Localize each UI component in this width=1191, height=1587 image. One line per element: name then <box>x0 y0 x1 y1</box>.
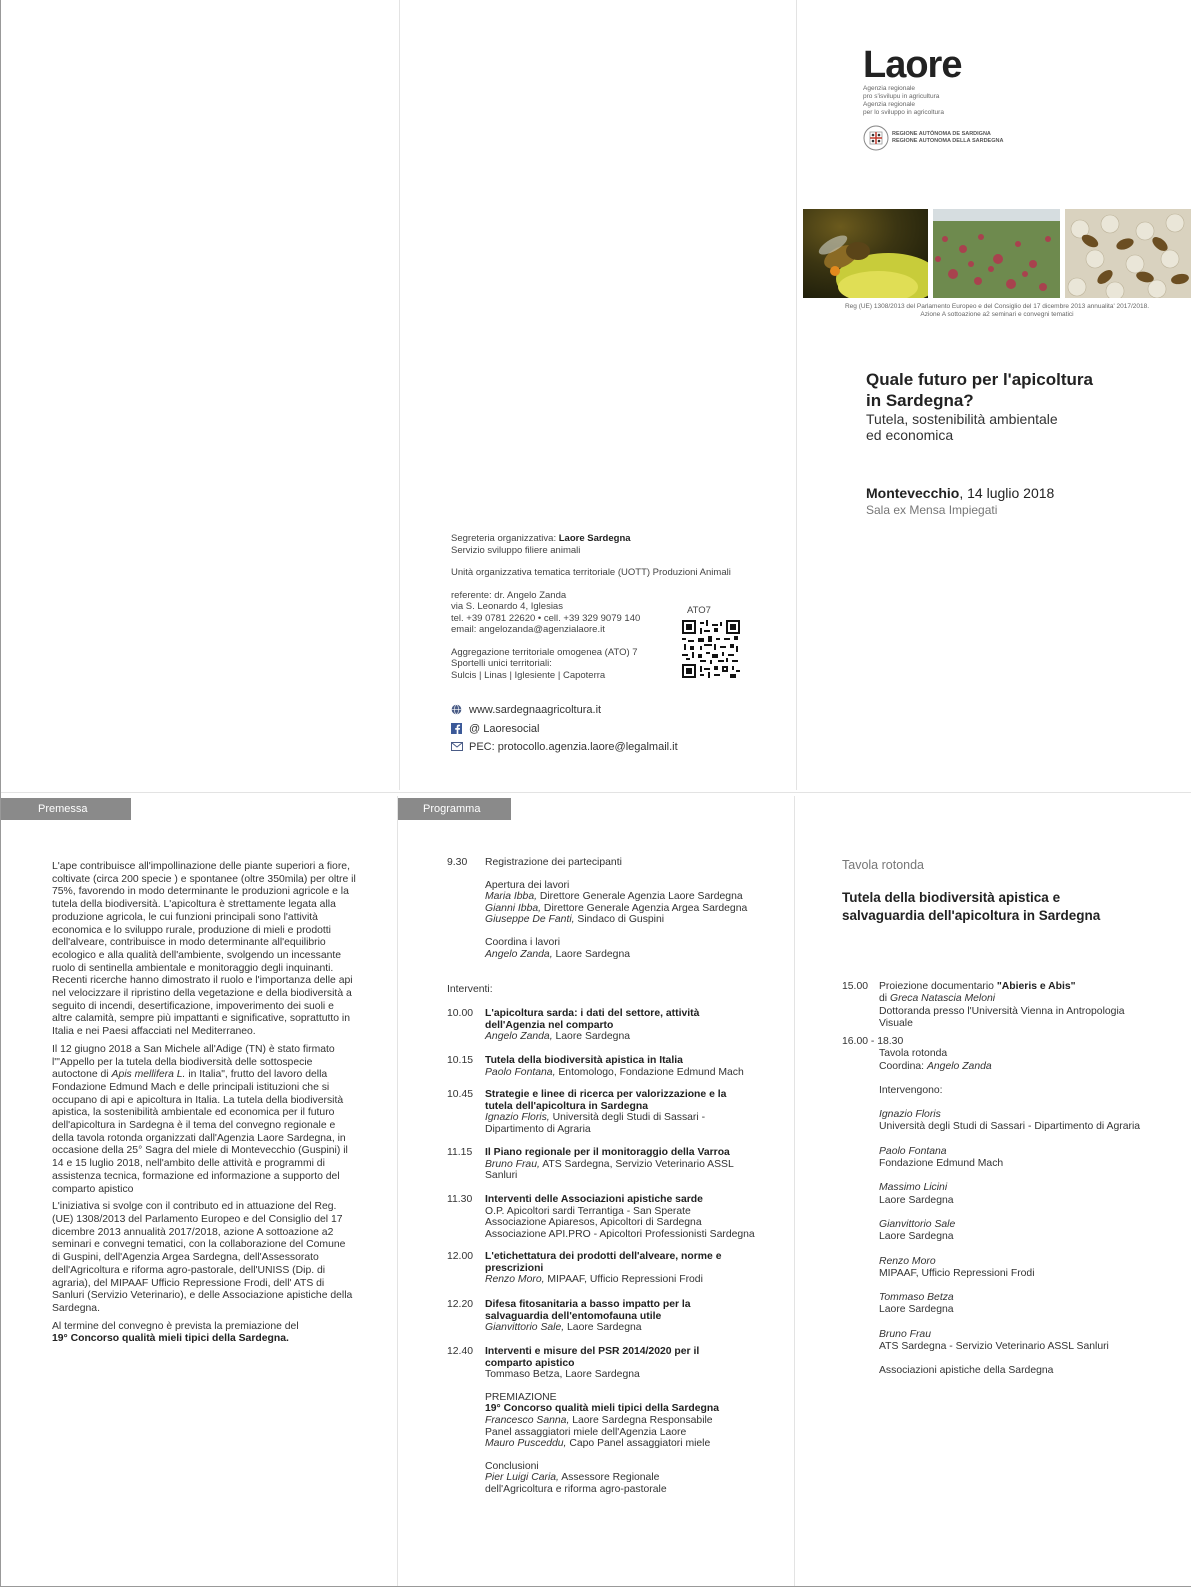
program-body <box>485 1346 725 1496</box>
logo-wordmark: Laore <box>863 44 962 86</box>
speaker-name: Francesco Sanna, <box>485 1414 570 1426</box>
email[interactable]: email: angelozanda@agenzialaore.it <box>451 624 605 635</box>
region-logo <box>863 125 1003 151</box>
speaker-role: Direttore Generale Agenzia Argea Sardegna <box>541 902 748 914</box>
speaker-role: Laore Sardegna Responsabile Panel assaggiatori miele dell'Agenzia Laore <box>485 1414 713 1438</box>
fold-line <box>397 796 398 1587</box>
program-title: Difesa fitosanitaria a basso impatto per la salvaguardia dell'entomofauna utile <box>485 1299 691 1322</box>
tagline-line: per lo sviluppo in agricoltura <box>863 109 944 116</box>
program-time: 10.45 <box>447 1089 474 1100</box>
fold-line <box>796 0 797 790</box>
secretariat-label: Segreteria organizzativa: <box>451 533 559 544</box>
program-row <box>842 981 1172 1031</box>
speaker-name: Ignazio Floris <box>879 1109 941 1121</box>
speaker <box>879 1109 1172 1134</box>
speaker-name: Gianni Ibba, <box>485 902 542 914</box>
paragraph <box>52 1044 356 1196</box>
fold-line <box>399 0 400 790</box>
program-time: 11.30 <box>447 1194 473 1205</box>
program-title: Tavola rotonda <box>879 1048 948 1060</box>
bees-hive-photo <box>1065 209 1191 298</box>
programma-tab: Programma <box>398 798 511 820</box>
speaker <box>879 1329 1172 1354</box>
program-time: 15.00 <box>842 981 869 992</box>
program-subhead: Apertura dei lavori <box>485 879 570 891</box>
event-date: , 14 luglio 2018 <box>959 485 1055 501</box>
speaker-name: Massimo Licini <box>879 1182 948 1194</box>
speaker-name: Giuseppe De Fanti, <box>485 914 575 926</box>
speaker-name: Pier Luigi Caria, <box>485 1472 559 1484</box>
cover-title: in Sardegna? <box>866 391 974 410</box>
speaker-role: Laore Sardegna <box>879 1231 954 1243</box>
program-time: 11.15 <box>447 1147 473 1158</box>
tagline-line: Agenzia regionale <box>863 101 916 108</box>
region-name: REGIONE AUTÒNOMA DE SARDIGNA <box>892 131 991 137</box>
page-edge <box>0 0 1 1587</box>
speaker-name: Maria Ibba, <box>485 891 537 903</box>
program-title: Strategie e linee di ricerca per valorizzazione e la tutela dell'apicoltura in Sardegna <box>485 1089 727 1112</box>
tavola-title <box>842 889 1162 925</box>
documentary-title: "Abieris e Abis" <box>996 981 1076 992</box>
speaker-role: MIPAAF, Ufficio Repressioni Frodi <box>879 1267 1035 1279</box>
website-link[interactable]: www.sardegnaagricoltura.it <box>469 704 602 716</box>
address: via S. Leonardo 4, Iglesias <box>451 601 563 612</box>
program-title: Il Piano regionale per il monitoraggio della Varroa <box>485 1147 730 1158</box>
speaker-role: Laore Sardegna <box>879 1304 954 1316</box>
premiazione-label: PREMIAZIONE <box>485 1391 557 1403</box>
speaker-name: Angelo Zanda, <box>485 948 553 960</box>
cover-title-block <box>866 369 1176 443</box>
paragraph-part: in Italia", frutto del lavoro della Fondazione Edmund Mach e delle principali istituzioni che si occupano di api e apicoltura in Italia. La tutela della biodiversità apistica, la sostenibilità ambientale ed economica per il futuro dell'apicoltura in Sardegna è il tema del convegno regionale e della tavola rotonda organizzati dall'Agenzia Laore Sardegna, in occasione della 25° Sagra del miele di Montevecchio (Guspini) il 14 e 15 luglio 2018, nell'ambito delle attività e programmi di assistenza tecnica, formazione ed informazione a supporto del comparto apistico <box>52 1069 348 1195</box>
program-body <box>485 1251 735 1286</box>
program-body <box>485 1194 785 1240</box>
secretariat-name: Laore Sardegna <box>558 533 631 544</box>
program-body <box>485 857 785 960</box>
speaker-line <box>485 903 785 915</box>
program-body <box>485 1147 735 1182</box>
tavola-program <box>842 981 1172 1378</box>
region-name: REGIONE AUTONOMA DELLA SARDEGNA <box>892 138 1004 144</box>
coord-label: Coordina: <box>879 1060 927 1072</box>
program-time: 10.15 <box>447 1055 474 1066</box>
program-row <box>842 1036 1172 1378</box>
region-crest-icon <box>863 125 889 151</box>
event-info <box>866 485 1176 517</box>
paragraph: L'iniziativa si svolge con il contributo ed in attuazione del Reg. (UE) 1308/2013 del Parlamento Europeo e del Consiglio del 17 dicembre 2013 annualità 2017/2018, azione A sottoazione a2 seminari e convegni tematici, con la collaborazione del Comune di Guspini, dell'Agenzia Argea Sardegna, dell'Assessorato dell'Agricoltura e riforma agro-pastorale, dell'UNISS (Dip. di agraria), del MIPAAF Ufficio Repressione Frodi, dell' ATS di Sanluri (Servizio Veterinario), e delle Associazione apistiche della Sardegna. <box>52 1201 353 1314</box>
program-body <box>485 1089 735 1135</box>
field-photo <box>933 209 1060 298</box>
program-time: 9.30 <box>447 857 468 868</box>
speaker-name: Gianvittorio Sale <box>879 1218 956 1230</box>
program-body <box>485 1055 785 1078</box>
phone: tel. +39 0781 22620 • cell. +39 329 9079 140 <box>451 612 641 624</box>
speaker-name: Bruno Frau, <box>485 1158 540 1170</box>
program-title: L'apicoltura sarda: i dati del settore, attività dell'Agenzia nel comparto <box>485 1008 700 1031</box>
laore-logo <box>863 44 1003 151</box>
speaker-role: Laore Sardegna <box>552 948 631 960</box>
speaker-role: Università degli Studi di Sassari - Dipartimento di Agraria <box>485 1112 706 1135</box>
speaker <box>879 1146 1172 1171</box>
speaker-role: MIPAAF, Ufficio Repressioni Frodi <box>544 1274 703 1286</box>
fold-line <box>0 792 1191 793</box>
intervengono-label: Intervengono: <box>879 1084 943 1096</box>
fold-line <box>794 796 795 1587</box>
program-body <box>842 1048 1172 1377</box>
speaker-name: Paolo Fontana <box>879 1145 947 1157</box>
premiazione-title: 19° Concorso qualità mieli tipici della Sardegna <box>485 1403 719 1415</box>
globe-icon <box>451 704 462 715</box>
speaker-name: Renzo Moro, <box>485 1274 545 1286</box>
sportelli-label: Sportelli unici territoriali: <box>451 658 552 669</box>
speaker-name: Ignazio Floris, <box>485 1112 550 1124</box>
speaker-name: Gianvittorio Sale, <box>485 1322 565 1334</box>
speaker <box>879 1292 1172 1317</box>
event-date-line <box>866 485 1176 501</box>
sportelli-places: Sulcis | Linas | Iglesiente | Capoterra <box>451 669 606 681</box>
program-body <box>879 981 1149 1030</box>
bee-flower-photo <box>803 209 928 298</box>
program-title: Tutela della biodiversità apistica in Italia <box>485 1055 683 1066</box>
program-time: 10.00 <box>447 1008 474 1019</box>
event-place: Montevecchio <box>866 485 960 501</box>
tavola-title-line: salvaguardia dell'apicoltura in Sardegna <box>842 908 1101 923</box>
speaker-line <box>485 914 785 926</box>
logo-tagline <box>863 85 1003 117</box>
speaker <box>879 1182 1172 1207</box>
event-venue: Sala ex Mensa Impiegati <box>866 503 998 517</box>
pec-link[interactable]: PEC: protocollo.agenzia.laore@legalmail.it <box>469 741 678 753</box>
associations-line: Associazioni apistiche della Sardegna <box>879 1365 1054 1377</box>
caption-line: Azione A sottoazione a2 seminari e convegni tematici <box>920 311 1074 318</box>
speaker-role: Dottoranda presso l'Università Vienna in Antropologia Visuale <box>879 1005 1125 1029</box>
program-body <box>485 1008 715 1043</box>
speaker-name: Mauro Pusceddu, <box>485 1438 567 1450</box>
ato: Aggregazione territoriale omogenea (ATO) 7 <box>451 646 638 658</box>
speaker-role: Entomologo, Fondazione Edmund Mach <box>555 1066 744 1078</box>
program-title: Interventi e misure del PSR 2014/2020 per il comparto apistico <box>485 1346 700 1369</box>
mail-icon <box>451 742 463 751</box>
speaker-role: Direttore Generale Agenzia Laore Sardegna <box>536 891 743 903</box>
program-title: Proiezione documentario <box>879 981 997 992</box>
speaker-name: Greca Natascia Meloni <box>889 993 996 1005</box>
tavola-title-line: Tutela della biodiversità apistica e <box>842 890 1061 905</box>
speaker-name: Angelo Zanda, <box>485 1031 553 1043</box>
speaker <box>879 1256 1172 1281</box>
species-name: Apis mellifera L. <box>111 1069 186 1081</box>
speaker-name: Bruno Frau <box>879 1328 931 1340</box>
program-time: 12.00 <box>447 1251 474 1262</box>
cover-title: Quale futuro per l'apicoltura <box>866 370 1093 389</box>
web-row[interactable] <box>451 704 601 716</box>
qr-code-icon[interactable] <box>682 620 740 678</box>
speaker-name: Tommaso Betza <box>879 1292 954 1304</box>
interventi-label: Interventi: <box>447 984 493 995</box>
speaker-role: Capo Panel assaggiatori miele <box>566 1438 711 1450</box>
speaker-role: Tommaso Betza, Laore Sardegna <box>485 1369 640 1381</box>
social-row[interactable] <box>451 723 539 735</box>
photo-caption <box>803 303 1191 319</box>
program-title: Registrazione dei partecipanti <box>485 857 622 868</box>
paragraph-part: Il 12 giugno 2018 a San Michele all'Adige (TN) è stato firmato l'"Appello per la tutela della biodiversità delle sottospecie autoctone di <box>52 1043 335 1081</box>
facebook-icon <box>451 723 462 734</box>
speaker-line <box>485 891 785 903</box>
program-subhead: Coordina i lavori <box>485 936 561 948</box>
referent: referente: dr. Angelo Zanda <box>451 589 567 601</box>
cover-subtitle: Tutela, sostenibilità ambientale <box>866 411 1058 427</box>
programma-list <box>447 857 787 1497</box>
social-link[interactable]: @ Laoresocial <box>469 723 540 735</box>
secretariat <box>451 533 751 545</box>
program-title: L'etichettatura dei prodotti dell'alveare, norme e prescrizioni <box>485 1251 722 1274</box>
program-time: 12.20 <box>447 1299 474 1310</box>
speaker-role: Università degli Studi di Sassari - Dipartimento di Agraria <box>879 1121 1141 1133</box>
association-list: O.P. Apicoltori sardi Terrantiga - San Sperate Associazione Apiaresos, Apicoltori di Sardegna Associazione API.PRO - Apicoltori Professionisti Sardegna <box>485 1205 755 1240</box>
premessa-text <box>52 861 356 1346</box>
speaker-name: Renzo Moro <box>879 1255 936 1267</box>
pec-row[interactable] <box>451 741 678 753</box>
program-title: Interventi delle Associazioni apistiche sarde <box>485 1194 703 1205</box>
speaker-name: Paolo Fontana, <box>485 1066 556 1078</box>
speaker <box>879 1219 1172 1244</box>
caption-line: Reg (UE) 1308/2013 del Parlamento Europeo e del Consiglio del 17 dicembre 2013 annualita' 2017/2018. <box>844 303 1150 310</box>
program-body <box>485 1299 715 1334</box>
conclusioni-label: Conclusioni <box>485 1460 539 1472</box>
speaker-role: Laore Sardegna <box>879 1194 954 1206</box>
tavola-label: Tavola rotonda <box>842 858 925 872</box>
unit: Unità organizzativa tematica territoriale (UOTT) Produzioni Animali <box>451 567 731 578</box>
by-label: di <box>879 993 890 1005</box>
speaker-line <box>485 949 785 961</box>
program-time: 16.00 - 18.30 <box>842 1036 904 1047</box>
speaker-role: Sindaco di Guspini <box>574 914 665 926</box>
speaker-role: ATS Sardegna - Servizio Veterinario ASSL Sanluri <box>879 1341 1109 1353</box>
qr-label: ATO7 <box>687 605 711 616</box>
speaker-role: Assessore Regionale dell'Agricoltura e riforma agro-pastorale <box>485 1472 667 1495</box>
concorso-highlight: 19° Concorso qualità mieli tipici della Sardegna. <box>52 1333 289 1345</box>
speaker-role: Fondazione Edmund Mach <box>879 1158 1004 1170</box>
speaker-role: Laore Sardegna <box>552 1031 631 1043</box>
tagline-line: Agenzia regionale <box>863 85 916 92</box>
premessa-tab: Premessa <box>1 798 131 820</box>
service: Servizio sviluppo filiere animali <box>451 544 581 556</box>
paragraph: Al termine del convegno è prevista la premiazione del <box>52 1320 299 1332</box>
paragraph: L'ape contribuisce all'impollinazione delle piante superiori a fiore, coltivate (circa 200 specie ) e spontanee (oltre 350mila) per oltre il 75%, favorendo in modo determinante le produzioni agricole e la tutela della biodiversità. L'apicoltura è strettamente legata alla produzione agricola, le cui funzioni principali sono l'attività economica e lo sviluppo rurale, produzione di mieli e prodotti dell'alveare, contribuisce in modo determinante all'equilibrio ecologico e alla qualità dell'ambiente, svolgendo un incessante ruolo di sentinella ambientale e monitoraggio degli inquinanti. Recenti ricerche hanno dimostrato il ruolo e l'importanza delle api nel velocizzare il ripristino della vegetazione e della biodiversità a seguito di incendi, desertificazione, impoverimento dei suoli e altre calamità, sempre più impattanti e significative, soprattutto in Italia e nei Paesi affacciati nel Mediterraneo. <box>52 861 356 1038</box>
speaker-role: ATS Sardegna, Servizio Veterinario ASSL Sanluri <box>485 1158 734 1182</box>
tagline-line: pro s'isvilupu in agricultura <box>863 93 940 100</box>
speaker-role: Laore Sardegna <box>564 1322 642 1334</box>
program-time: 12.40 <box>447 1346 474 1357</box>
speaker-name: Angelo Zanda <box>926 1060 992 1072</box>
cover-subtitle: ed economica <box>866 427 954 443</box>
